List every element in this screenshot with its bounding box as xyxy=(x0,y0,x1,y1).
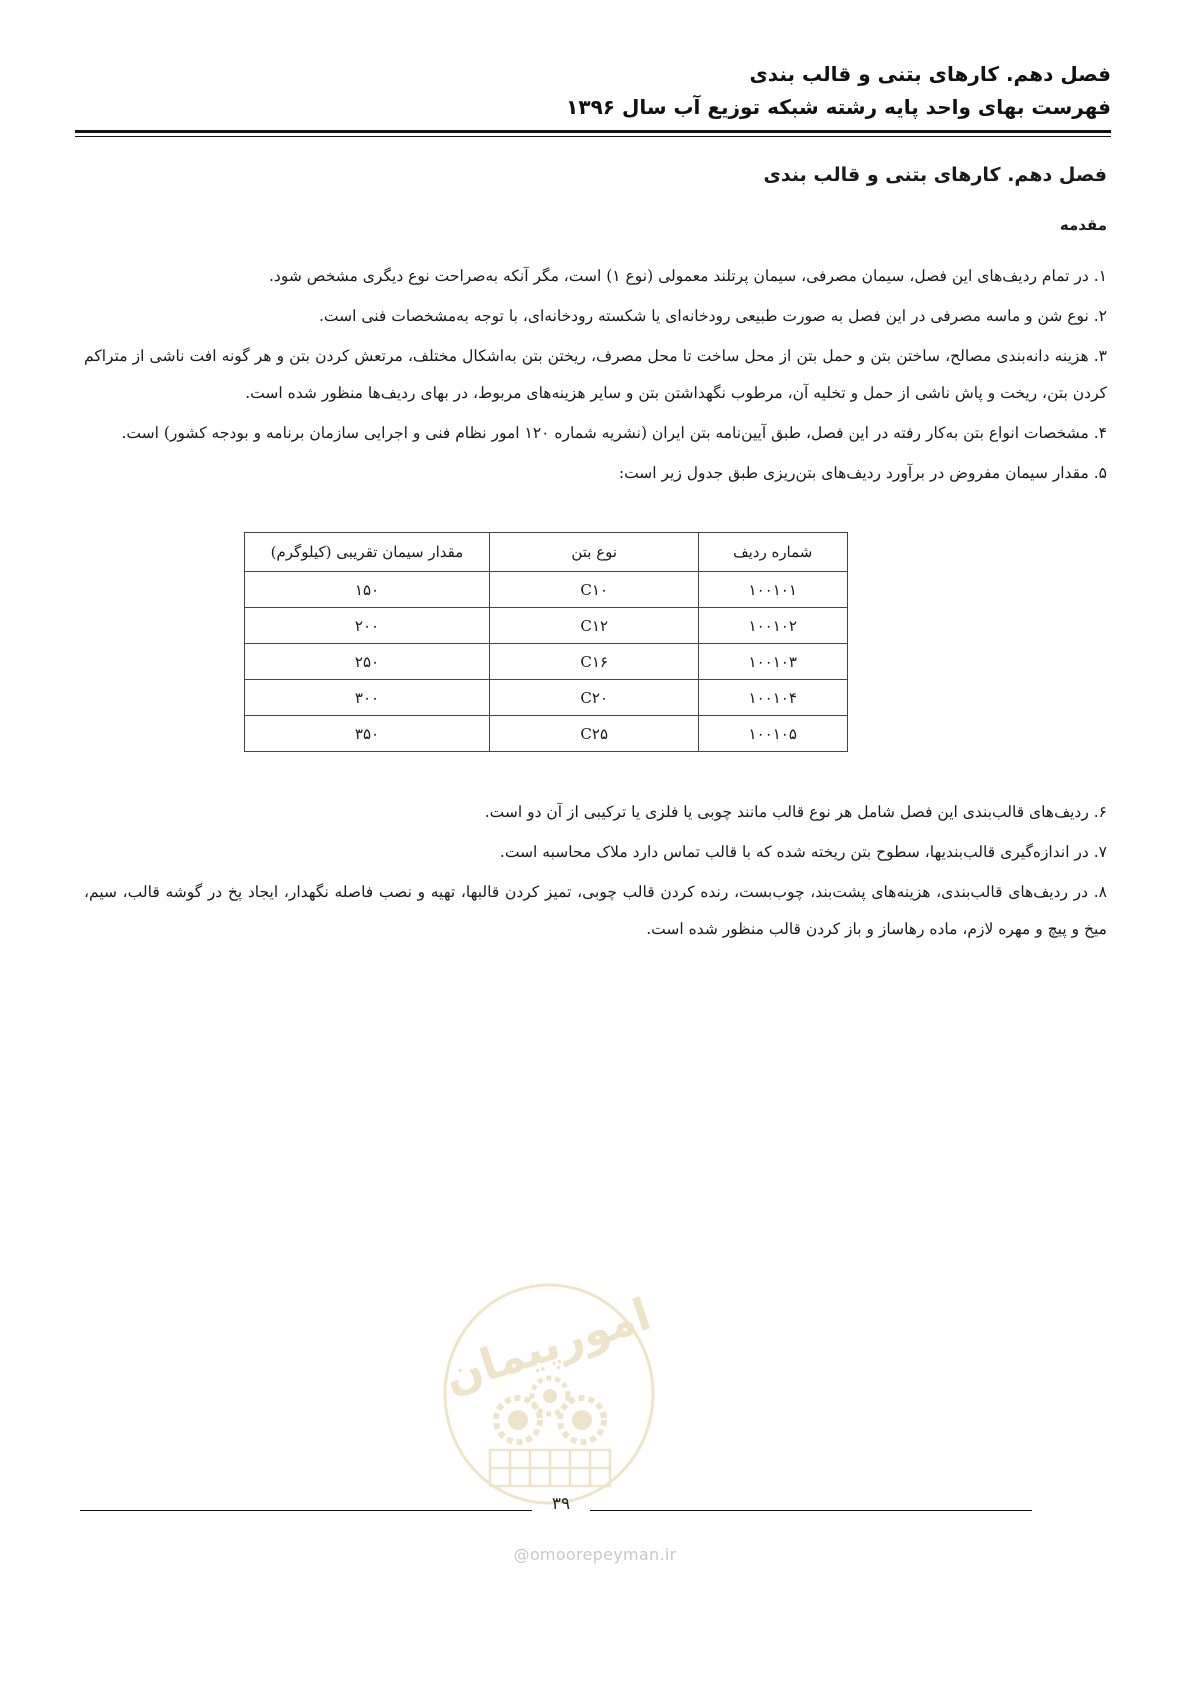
header-catalog-line: فهرست بهای واحد پایه رشته شبکه توزیع آب سال ۱۳۹۶ xyxy=(566,95,1111,119)
header-concrete-type: نوع بتن xyxy=(490,533,698,572)
cell-cement-amount: ۳۰۰ xyxy=(244,680,490,716)
paragraph-8: ۸. در ردیف‌های قالب‌بندی، هزینه‌های پشت‌بند، چوب‌بست، رنده کردن قالب چوبی، تمیز کردن قالبها، تهیه و نصب فاصله نگهدار، ایجاد پخ در گوشه قالب، سیم، میخ و پیچ و مهره لازم، ماده رهاساز و باز کردن قالب منظور شده است. xyxy=(84,883,1107,938)
page-content xyxy=(84,160,1107,948)
paragraph-6: ۶. ردیف‌های قالب‌بندی این فصل شامل هر نوع قالب مانند چوبی یا فلزی یا ترکیبی از آن دو است. xyxy=(484,803,1107,821)
paragraph-7: ۷. در اندازه‌گیری قالب‌بندیها، سطوح بتن ریخته شده که با قالب تماس دارد ملاک محاسبه است. xyxy=(499,843,1107,861)
header-row-number: شماره ردیف xyxy=(698,533,847,572)
table-row xyxy=(244,716,847,752)
table-row xyxy=(244,680,847,716)
table-row xyxy=(244,572,847,608)
watermark-handle: @omoorepeyman.ir xyxy=(513,1545,677,1564)
cell-cement-amount: ۳۵۰ xyxy=(244,716,490,752)
paragraph-2: ۲. نوع شن و ماسه مصرفی در این فصل به صورت طبیعی رودخانه‌ای یا شکسته رودخانه‌ای، با توجه به‌مشخصات فنی است. xyxy=(318,307,1107,325)
cell-row-number: ۱۰۰۱۰۵ xyxy=(698,716,847,752)
cell-cement-amount: ۲۰۰ xyxy=(244,608,490,644)
seal-emblem-icon xyxy=(440,1280,658,1508)
header-rule-thin xyxy=(75,136,1111,137)
cell-concrete-type: C۱۲ xyxy=(490,608,698,644)
cell-concrete-type: C۱۶ xyxy=(490,644,698,680)
table-row xyxy=(244,644,847,680)
header-chapter-line: فصل دهم. کارهای بتنی و قالب بندی xyxy=(749,62,1111,86)
table-header-row xyxy=(244,533,847,572)
paragraph-4: ۴. مشخصات انواع بتن به‌کار رفته در این فصل، طبق آیین‌نامه بتن ایران (نشریه شماره ۱۲۰ امور نظام فنی و اجرایی سازمان برنامه و بودجه کشور) است. xyxy=(121,424,1107,442)
cell-row-number: ۱۰۰۱۰۳ xyxy=(698,644,847,680)
paragraph-1: ۱. در تمام ردیف‌های این فصل، سیمان مصرفی، سیمان پرتلند معمولی (نوع ۱) است، مگر آنکه به‌صراحت نوع دیگری مشخص شود. xyxy=(268,267,1107,285)
cement-quantity-table xyxy=(244,532,848,752)
paragraph-3: ۳. هزینه دانه‌بندی مصالح، ساختن بتن و حمل بتن از محل ساخت تا محل مصرف، ریختن بتن به‌اشکال مختلف، مرتعش کردن بتن و هر گونه افت ناشی از متراکم کردن بتن، ریخت و پاش ناشی از حمل و تخلیه آن، مرطوب نگهداشتن بتن و سایر هزینه‌های مربوط، در بهای ردیف‌ها منظور شده است. xyxy=(84,347,1107,402)
running-header xyxy=(75,58,1111,124)
paragraph-5: ۵. مقدار سیمان مفروض در برآورد ردیف‌های بتن‌ریزی طبق جدول زیر است: xyxy=(618,464,1107,482)
svg-text:امورپیمان: امورپیمان xyxy=(440,1289,657,1404)
cell-row-number: ۱۰۰۱۰۲ xyxy=(698,608,847,644)
seal-logo xyxy=(440,1280,658,1508)
footer-rule-right xyxy=(590,1510,1032,1511)
header-cement-amount: مقدار سیمان تقریبی (کیلوگرم) xyxy=(244,533,490,572)
cell-cement-amount: ۲۵۰ xyxy=(244,644,490,680)
header-rule-thick xyxy=(75,130,1111,133)
chapter-title: فصل دهم. کارهای بتنی و قالب بندی xyxy=(763,164,1107,186)
cell-cement-amount: ۱۵۰ xyxy=(244,572,490,608)
table-row xyxy=(244,608,847,644)
cell-concrete-type: C۲۰ xyxy=(490,680,698,716)
cell-row-number: ۱۰۰۱۰۴ xyxy=(698,680,847,716)
section-title: مقدمه xyxy=(1059,216,1107,234)
cell-row-number: ۱۰۰۱۰۱ xyxy=(698,572,847,608)
footer-rule-left xyxy=(80,1510,532,1511)
page-number: ۳۹ xyxy=(551,1494,571,1514)
cell-concrete-type: C۲۵ xyxy=(490,716,698,752)
cell-concrete-type: C۱۰ xyxy=(490,572,698,608)
cement-table-wrapper xyxy=(84,532,1107,752)
